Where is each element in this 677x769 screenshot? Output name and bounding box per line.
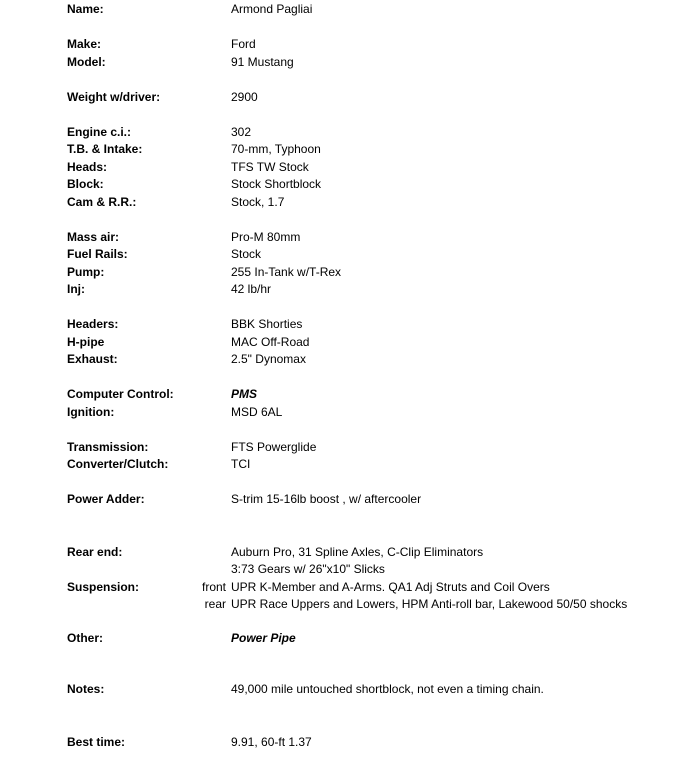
spec-row [0,439,677,456]
spec-value: Ford [231,37,256,51]
spec-row [0,229,677,246]
spec-label: Best time: [67,735,126,749]
spec-row [0,681,677,698]
spec-value: MSD 6AL [231,405,283,419]
spec-label: Block: [67,177,104,191]
spec-label: Power Adder: [67,492,145,506]
spec-row [0,54,677,71]
spec-label: Cam & R.R.: [67,195,137,209]
spec-value: TFS TW Stock [231,160,309,174]
spec-value: 49,000 mile untouched shortblock, not even a timing chain. [231,682,544,696]
spec-value: UPR Race Uppers and Lowers, HPM Anti-roll bar, Lakewood 50/50 shocks [231,597,628,611]
spec-value: UPR K-Member and A-Arms. QA1 Adj Struts and Coil Overs [231,580,550,594]
spec-row [0,351,677,368]
spec-value: 70-mm, Typhoon [231,142,321,156]
spec-value: 9.91, 60-ft 1.37 [231,735,312,749]
spec-value: MAC Off-Road [231,335,310,349]
spec-value: 91 Mustang [231,55,294,69]
spec-row [0,596,677,613]
spec-value: Stock Shortblock [231,177,322,191]
spec-value: FTS Powerglide [231,440,317,454]
spec-row [0,246,677,263]
spec-sublabel: rear [204,597,226,611]
spec-row [0,404,677,421]
spec-label: Exhaust: [67,352,118,366]
spec-label: Inj: [67,282,85,296]
spec-row [0,491,677,508]
spec-row [0,334,677,351]
spec-label: Other: [67,631,103,645]
spec-row [0,1,677,18]
spec-row [0,124,677,141]
spec-value: 3:73 Gears w/ 26"x10" Slicks [231,562,385,576]
spec-label: T.B. & Intake: [67,142,143,156]
spec-row [0,176,677,193]
spec-row [0,141,677,158]
spec-label: Name: [67,2,104,16]
spec-label: Model: [67,55,106,69]
spec-value: PMS [231,387,258,401]
spec-value: S-trim 15-16lb boost , w/ aftercooler [231,492,422,506]
spec-label: Mass air: [67,230,120,244]
spec-row [0,579,677,596]
spec-label: Suspension: [67,580,140,594]
spec-row [0,194,677,211]
spec-value: BBK Shorties [231,317,303,331]
spec-row [0,316,677,333]
spec-row [0,159,677,176]
spec-label: Computer Control: [67,387,174,401]
spec-value: 2.5" Dynomax [231,352,306,366]
spec-row [0,561,677,578]
spec-value: TCI [231,457,251,471]
spec-value: Pro-M 80mm [231,230,301,244]
spec-label: Rear end: [67,545,123,559]
spec-label: Transmission: [67,440,149,454]
spec-label: Pump: [67,265,105,279]
spec-value: Stock [231,247,262,261]
spec-value: 42 lb/hr [231,282,272,296]
spec-label: Engine c.i.: [67,125,132,139]
spec-label: Notes: [67,682,105,696]
spec-row [0,544,677,561]
spec-label: Make: [67,37,102,51]
spec-label: Headers: [67,317,119,331]
spec-label: Converter/Clutch: [67,457,169,471]
spec-label: Heads: [67,160,108,174]
spec-row [0,264,677,281]
spec-value: 302 [231,125,252,139]
spec-value: Power Pipe [231,631,296,645]
spec-row [0,386,677,403]
spec-row [0,734,677,751]
spec-row [0,281,677,298]
spec-label: Ignition: [67,405,115,419]
spec-row [0,89,677,106]
spec-value: 255 In-Tank w/T-Rex [231,265,342,279]
spec-label: Weight w/driver: [67,90,161,104]
spec-sublabel: front [201,580,226,594]
spec-value: Armond Pagliai [231,2,313,16]
spec-value: Stock, 1.7 [231,195,285,209]
spec-row [0,36,677,53]
spec-label: H-pipe [67,335,105,349]
spec-row [0,630,677,647]
spec-label: Fuel Rails: [67,247,128,261]
spec-row [0,456,677,473]
spec-value: Auburn Pro, 31 Spline Axles, C-Clip Eliminators [231,545,484,559]
spec-value: 2900 [231,90,258,104]
